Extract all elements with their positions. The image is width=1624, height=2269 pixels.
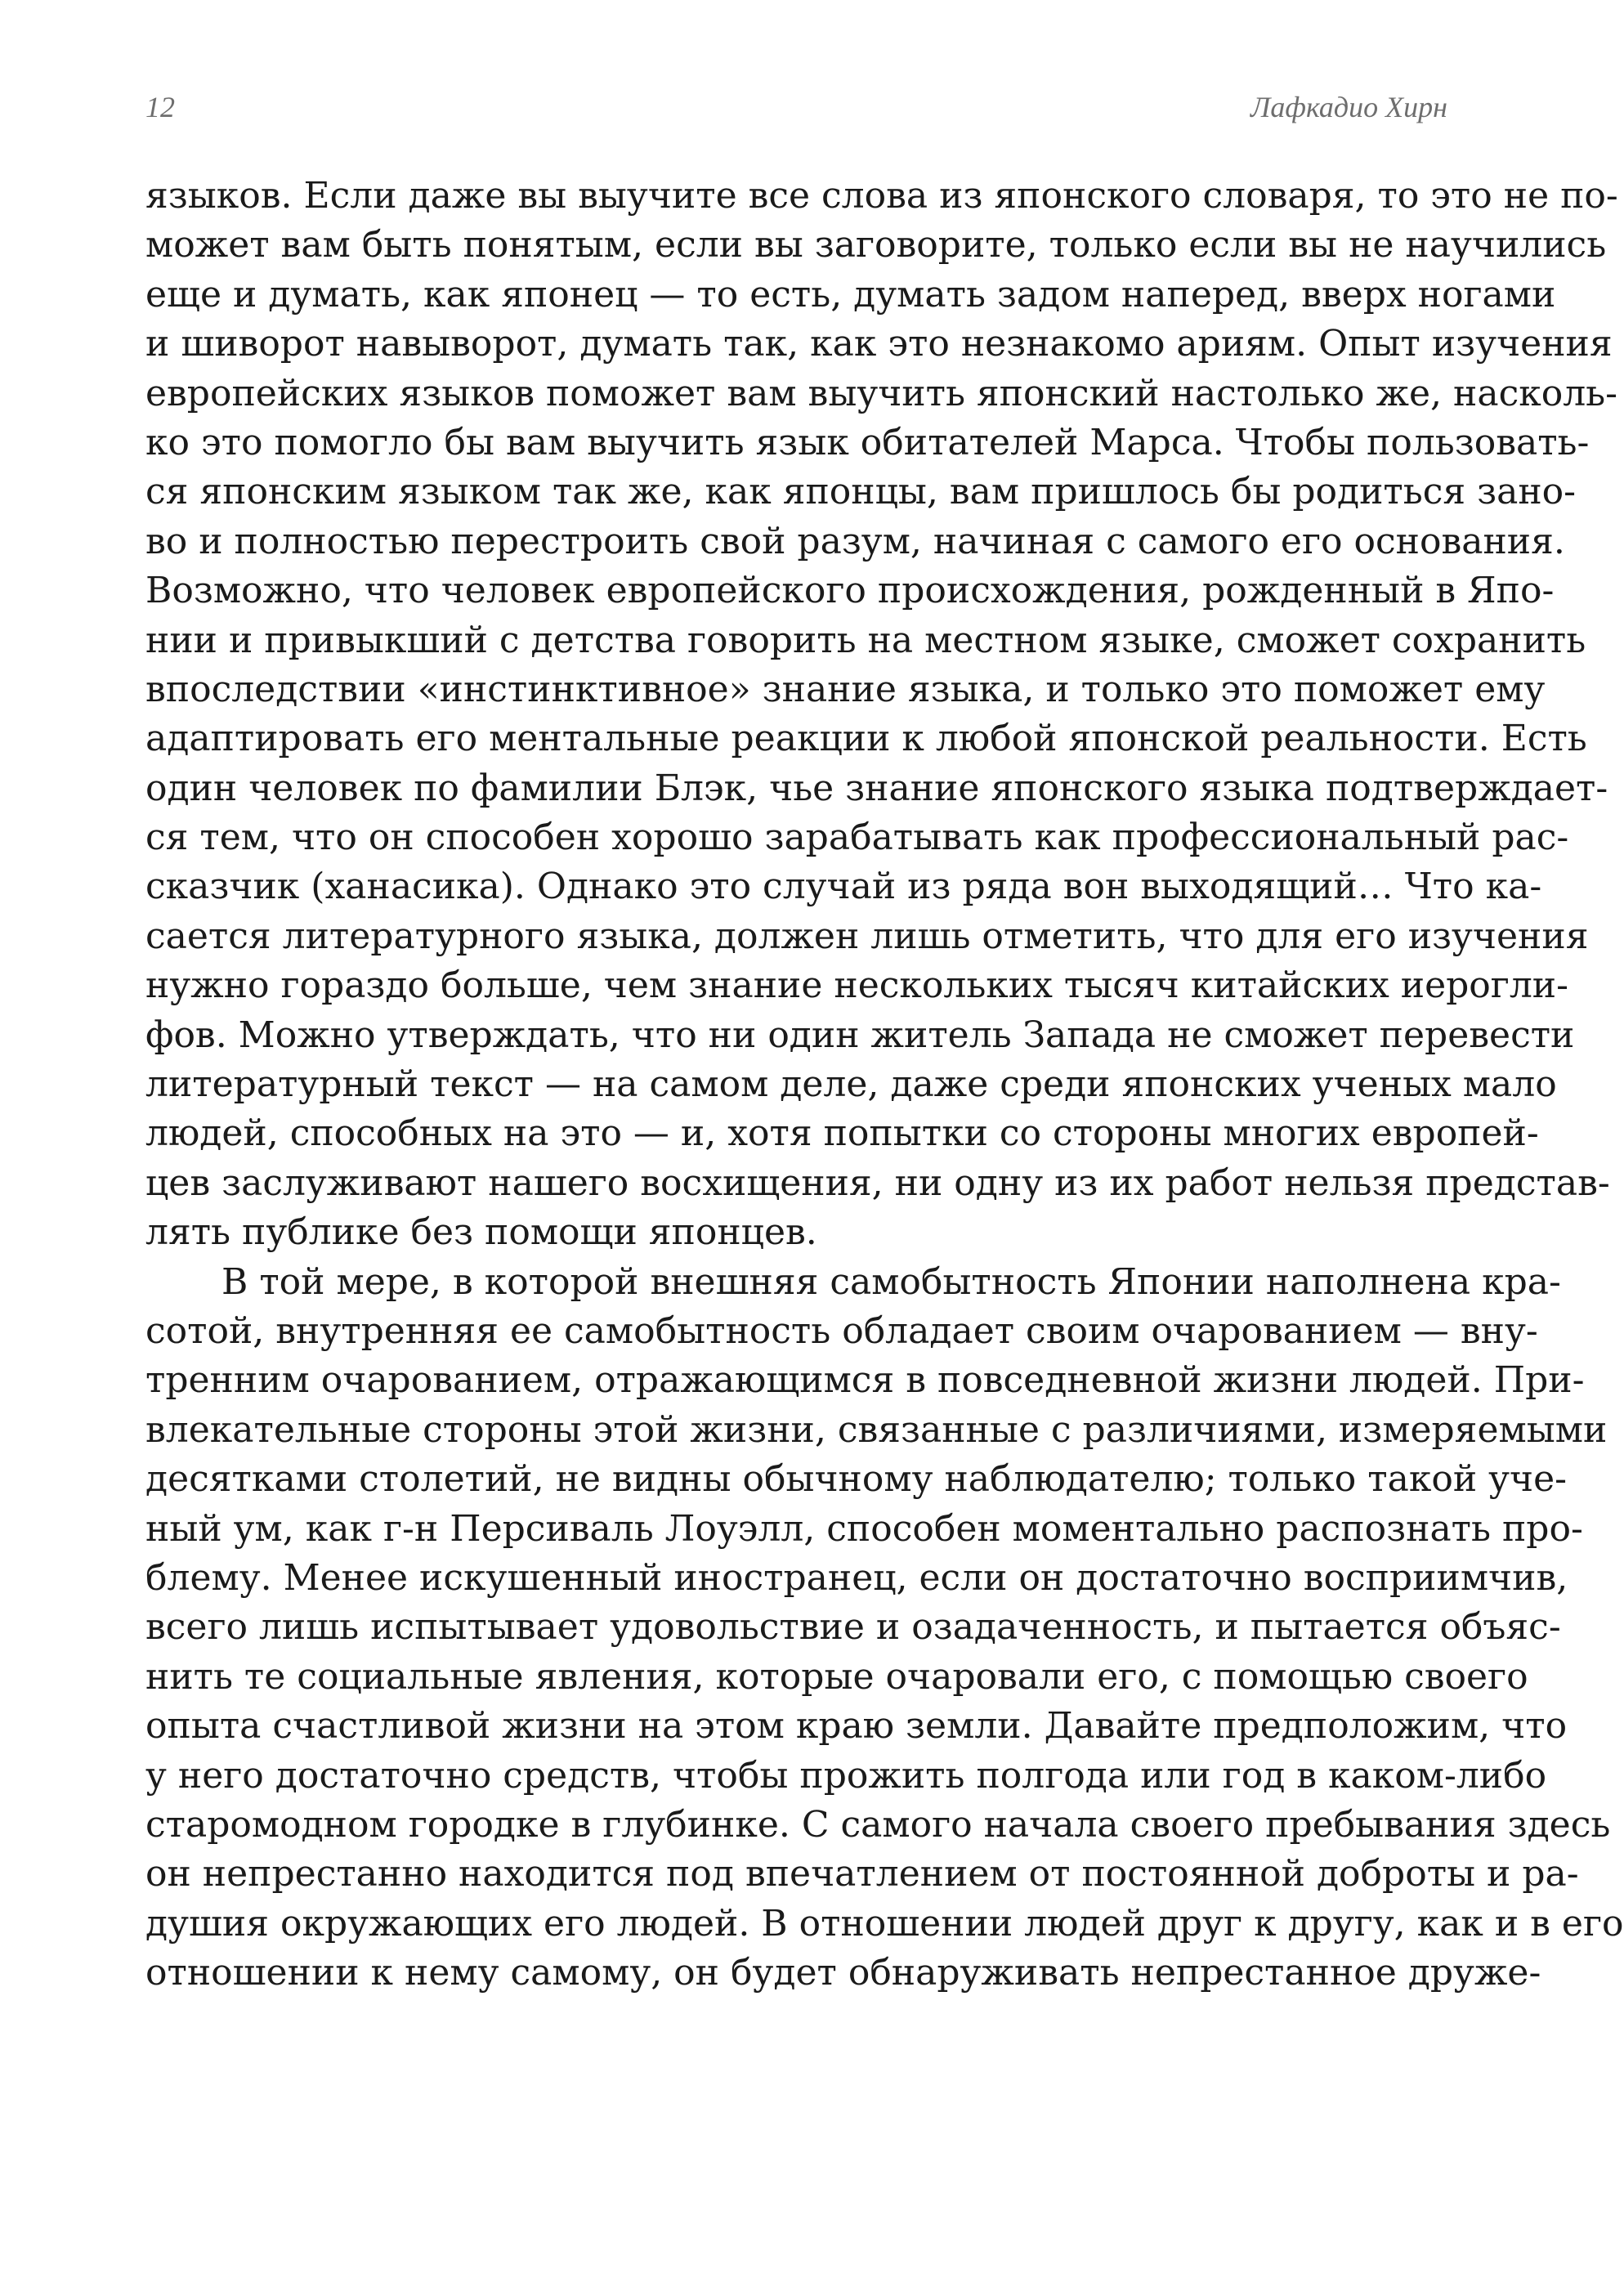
text-line: душия окружающих его людей. В отношении людей друг к другу, как и в его [145,1902,1624,1945]
text-line: опыта счастливой жизни на этом краю земли. Давайте предположим, что [145,1705,1568,1748]
text-line: литературный текст — на самом деле, даже среди японских ученых мало [145,1063,1557,1106]
text-line: нии и привыкший с детства говорить на местном языке, сможет сохранить [145,619,1586,661]
text-line: сотой, внутренняя ее самобытность обладает своим очарованием — вну- [145,1309,1538,1352]
text-line: отношении к нему самому, он будет обнаруживать непрестанное друже- [145,1952,1541,1994]
running-header [145,90,1447,129]
text-line: В той мере, в которой внешняя самобытность Японии наполнена кра- [221,1260,1561,1303]
text-line: фов. Можно утверждать, что ни один житель Запада не сможет перевести [145,1014,1575,1056]
text-line: сказчик (ханасика). Однако это случай из ряда вон выходящий… Что ка- [145,866,1542,908]
text-line: нить те социальные явления, которые очаровали его, с помощью своего [145,1655,1528,1698]
text-line: старомодном городке в глубинке. С самого начала своего пребывания здесь [145,1803,1611,1846]
text-line: всего лишь испытывает удовольствие и озадаченность, и пытается объяс- [145,1606,1561,1649]
text-line: блему. Менее искушенный иностранец, если он достаточно восприимчив, [145,1556,1568,1599]
running-title: Лафкадио Хирн [1250,91,1447,123]
text-line: один человек по фамилии Блэк, чье знание японского языка подтверждает- [145,767,1608,809]
text-line: ко это помогло бы вам выучить язык обитателей Марса. Чтобы пользовать- [145,421,1590,463]
paragraph-2 [145,1258,1624,1998]
text-line: у него достаточно средств, чтобы прожить полгода или год в каком-либо [145,1754,1547,1797]
text-line: впоследствии «инстинктивное» знание языка, и только это поможет ему [145,668,1546,710]
text-line: Возможно, что человек европейского происхождения, рожденный в Япо- [145,570,1555,612]
text-line: влекательные стороны этой жизни, связанные с различиями, измеряемыми [145,1408,1608,1451]
text-line: тренним очарованием, отражающимся в повседневной жизни людей. При- [145,1359,1585,1402]
text-line: ся японским языком так же, как японцы, вам пришлось бы родиться зано- [145,471,1577,513]
body-text [145,172,1624,1998]
text-line: лять публике без помощи японцев. [145,1211,817,1254]
paragraph-1 [145,172,1618,1258]
text-line: цев заслуживают нашего восхищения, ни одну из их работ нельзя представ- [145,1161,1610,1204]
text-line: десятками столетий, не видны обычному наблюдателю; только такой уче- [145,1458,1568,1501]
text-line: сается литературного языка, должен лишь отметить, что для его изучения [145,915,1589,957]
page-number: 12 [145,91,175,123]
text-line: ся тем, что он способен хорошо зарабатывать как профессиональный рас- [145,817,1569,859]
text-line: ный ум, как г-н Персиваль Лоуэлл, способен моментально распознать про- [145,1507,1583,1550]
text-line: людей, способных на это — и, хотя попытки со стороны многих европей- [145,1112,1539,1155]
text-line: еще и думать, как японец — то есть, думать задом наперед, вверх ногами [145,273,1556,316]
text-line: может вам быть понятым, если вы заговорите, только если вы не научились [145,224,1607,266]
text-line: он непрестанно находится под впечатлением от постоянной доброты и ра- [145,1853,1579,1895]
text-line: адаптировать его ментальные реакции к любой японской реальности. Есть [145,718,1587,760]
text-line: языков. Если даже вы выучите все слова из японского словаря, то это не по- [145,175,1618,217]
text-line: европейских языков поможет вам выучить японский настолько же, насколь- [145,372,1617,414]
text-line: и шиворот навыворот, думать так, как это незнакомо ариям. Опыт изучения [145,323,1613,365]
text-line: нужно гораздо больше, чем знание нескольких тысяч китайских иерогли- [145,964,1568,1007]
text-line: во и полностью перестроить свой разум, начиная с самого его основания. [145,520,1565,562]
